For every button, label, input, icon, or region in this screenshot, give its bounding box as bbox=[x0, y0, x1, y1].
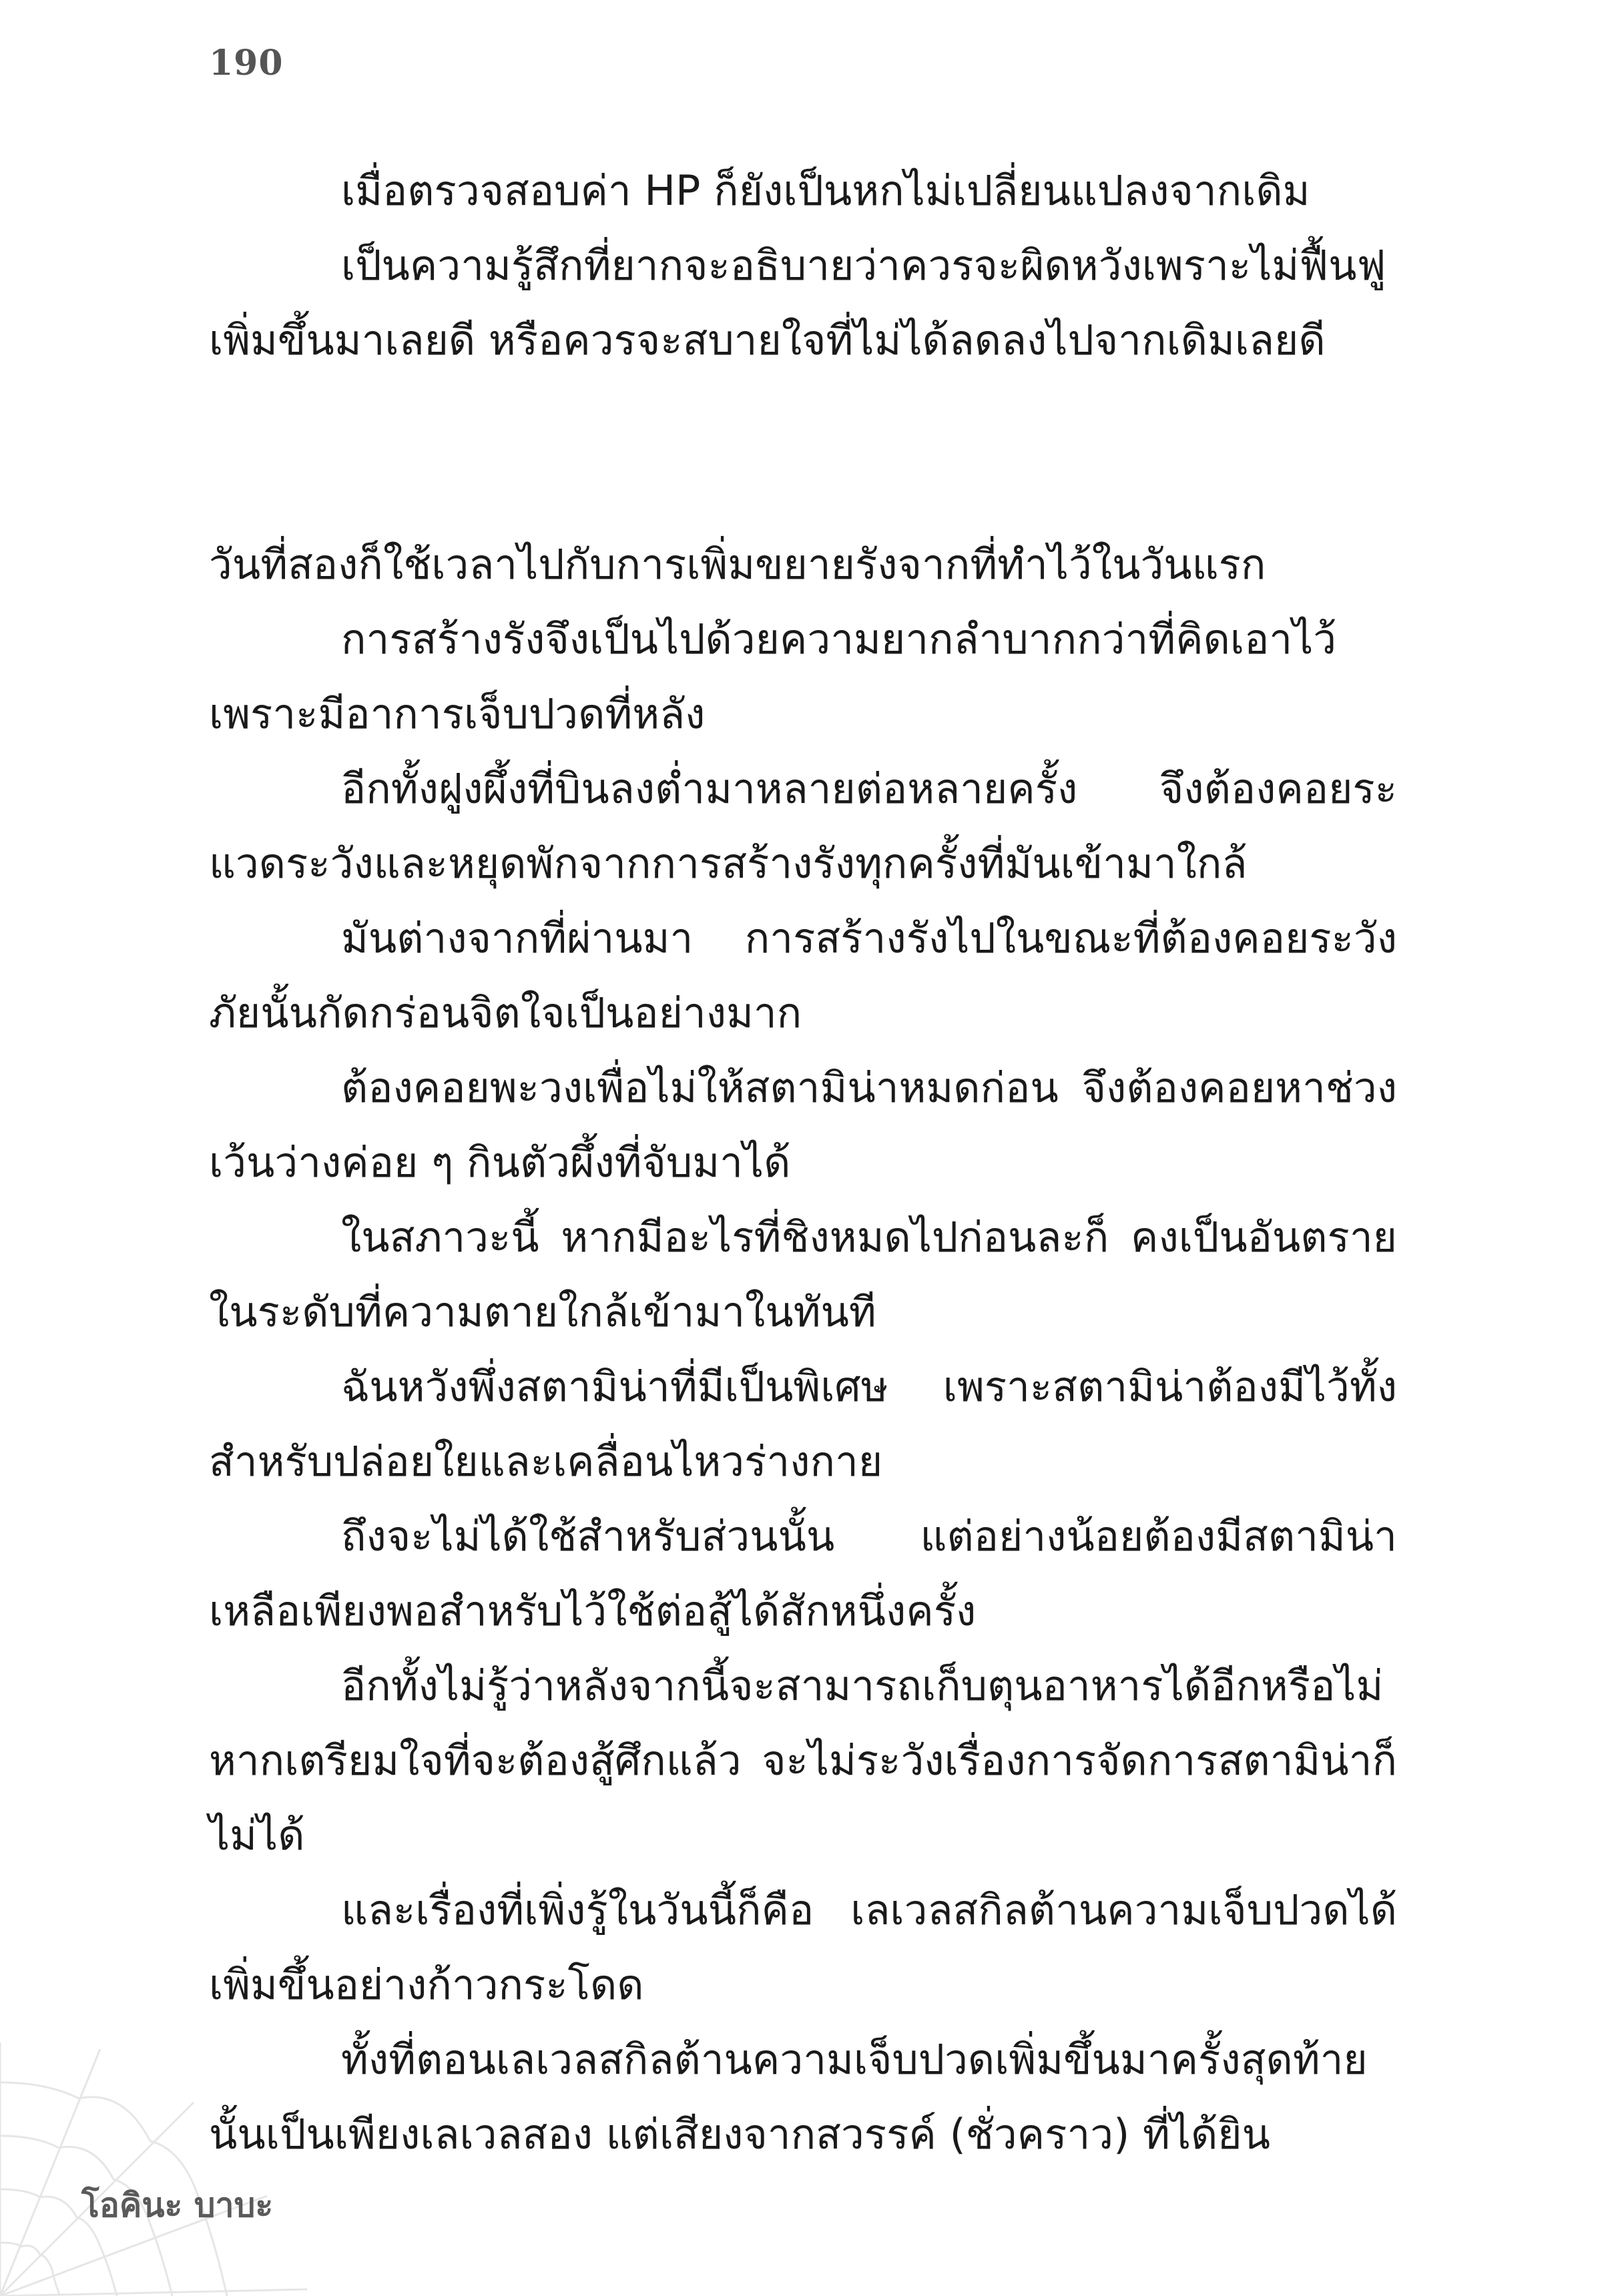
paragraph: ต้องคอยพะวงเพื่อไม่ให้สตามิน่าหมดก่อน จึงต้องคอยหาช่วงเว้นว่างค่อย ๆ กินตัวผึ้งที่จับมาได้ bbox=[209, 1063, 1397, 1187]
author-name: โอคินะ บาบะ bbox=[81, 2186, 274, 2225]
paragraph: เมื่อตรวจสอบค่า HP ก็ยังเป็นหกไม่เปลี่ยนแปลงจากเดิม bbox=[341, 166, 1310, 215]
page-number: 190 bbox=[209, 43, 284, 83]
spiderweb-icon bbox=[0, 2042, 307, 2296]
body-text bbox=[209, 154, 1397, 2172]
paragraph: อีกทั้งไม่รู้ว่าหลังจากนี้จะสามารถเก็บตุนอาหารได้อีกหรือไม่ หากเตรียมใจที่จะต้องสู้ศึกแล้ว จะไม่ระวังเรื่องการจัดการสตามิน่าก็ไม่ได้ bbox=[209, 1661, 1397, 1859]
paragraph: วันที่สองก็ใช้เวลาไปกับการเพิ่มขยายรังจากที่ทำไว้ในวันแรก bbox=[209, 540, 1266, 589]
paragraph: ในสภาวะนี้ หากมีอะไรที่ชิงหมดไปก่อนละก็ คงเป็นอันตรายในระดับที่ความตายใกล้เข้ามาในทันที bbox=[209, 1213, 1397, 1336]
paragraph: การสร้างรังจึงเป็นไปด้วยความยากลำบากกว่าที่คิดเอาไว้ เพราะมีอาการเจ็บปวดที่หลัง bbox=[209, 615, 1337, 738]
paragraph: ถึงจะไม่ได้ใช้สำหรับส่วนนั้น แต่อย่างน้อยต้องมีสตามิน่าเหลือเพียงพอสำหรับไว้ใช้ต่อสู้ได้สักหนึ่งครั้ง bbox=[209, 1512, 1397, 1635]
paragraph: เป็นความรู้สึกที่ยากจะอธิบายว่าควรจะผิดหวังเพราะไม่ฟื้นฟูเพิ่มขึ้นมาเลยดี หรือควรจะสบายใจที่ไม่ได้ลดลงไปจากเดิมเลยดี bbox=[209, 241, 1386, 364]
paragraph: ทั้งที่ตอนเลเวลสกิลต้านความเจ็บปวดเพิ่มขึ้นมาครั้งสุดท้ายนั้นเป็นเพียงเลเวลสอง แต่เสียงจากสวรรค์ (ชั่วคราว) ที่ได้ยิน bbox=[209, 2035, 1368, 2159]
paragraph: มันต่างจากที่ผ่านมา การสร้างรังไปในขณะที่ต้องคอยระวังภัยนั้นกัดกร่อนจิตใจเป็นอย่างมาก bbox=[209, 914, 1397, 1037]
paragraph: ฉันหวังพึ่งสตามิน่าที่มีเป็นพิเศษ เพราะสตามิน่าต้องมีไว้ทั้งสำหรับปล่อยใยและเคลื่อนไหวร่างกาย bbox=[209, 1362, 1397, 1486]
paragraph: อีกทั้งฝูงผึ้งที่บินลงต่ำมาหลายต่อหลายครั้ง จึงต้องคอยระแวดระวังและหยุดพักจากการสร้างรังทุกครั้งที่มันเข้ามาใกล้ bbox=[209, 764, 1397, 888]
paragraph: และเรื่องที่เพิ่งรู้ในวันนี้ก็คือ เลเวลสกิลต้านความเจ็บปวดได้เพิ่มขึ้นอย่างก้าวกระโดด bbox=[209, 1886, 1397, 2009]
